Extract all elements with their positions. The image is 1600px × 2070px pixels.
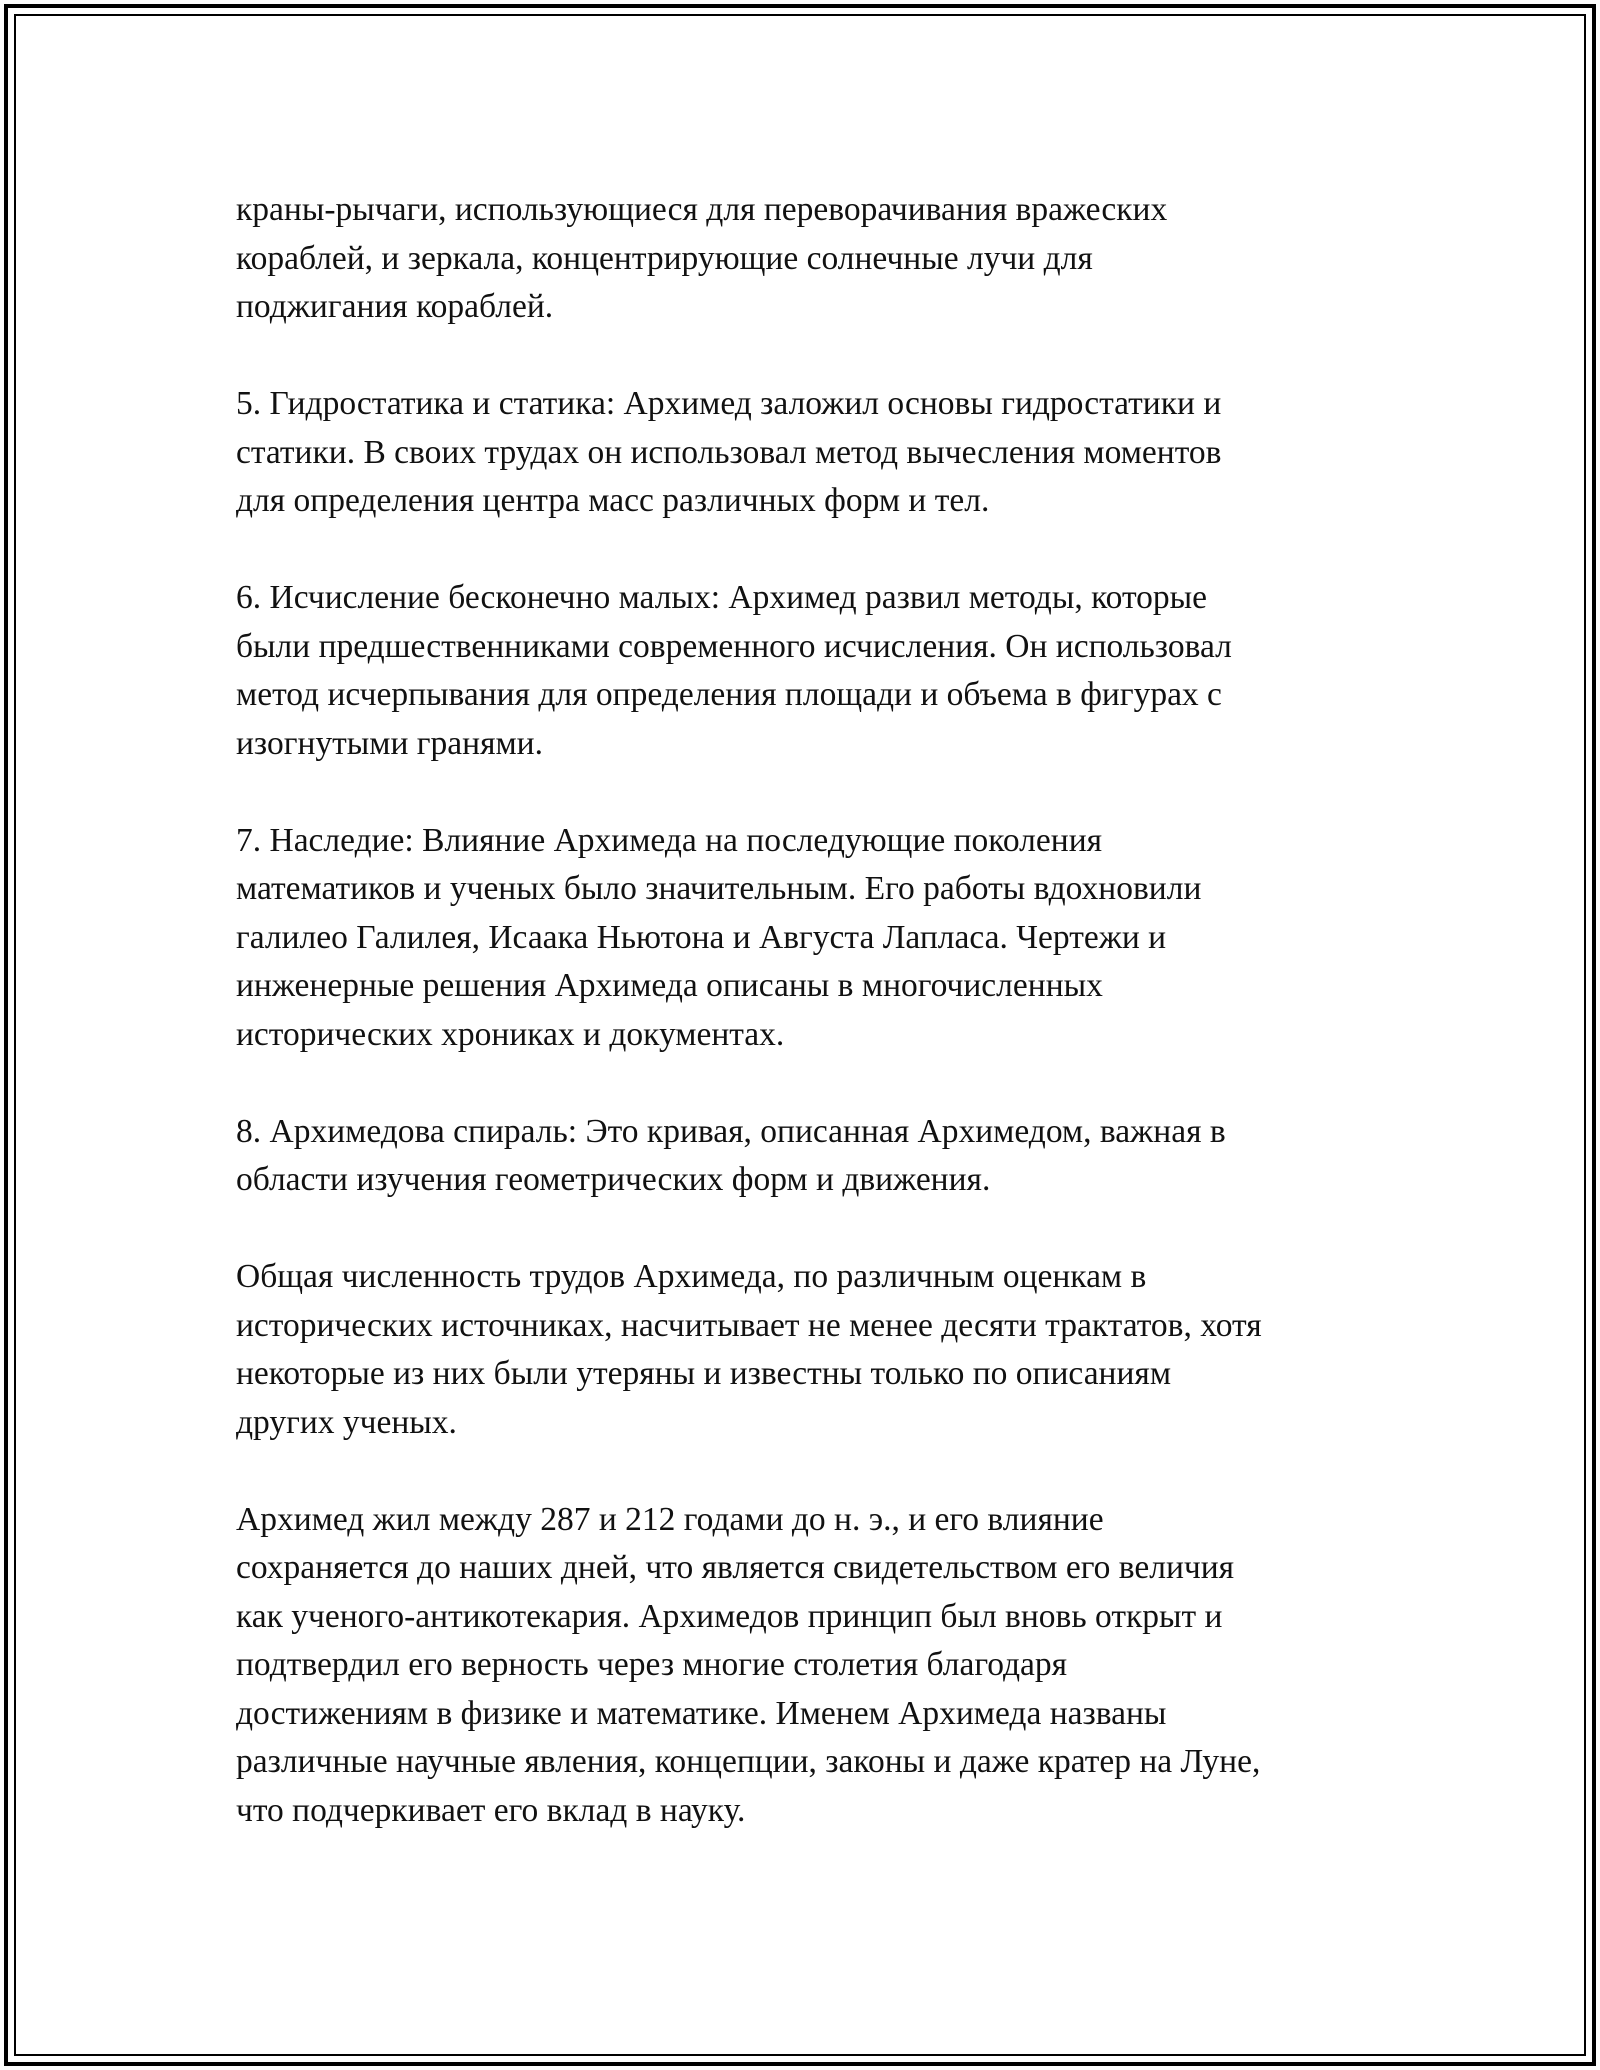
paragraph-conclusion (236, 1496, 1386, 1836)
text-line: 8. Архимедова спираль: Это кривая, описанная Архимедом, важная в (236, 1112, 1226, 1150)
text-line: различные научные явления, концепции, законы и даже кратер на Луне, (236, 1743, 1261, 1780)
text-line: Архимед жил между 287 и 212 годами до н. э., и его влияние (236, 1500, 1104, 1538)
text-line: поджигания кораблей. (236, 288, 554, 325)
paragraph-weapons-continued (236, 186, 1386, 332)
text-line: исторических хрониках и документах. (236, 1015, 785, 1053)
text-line: исторических источниках, насчитывает не менее десяти трактатов, хотя (236, 1306, 1262, 1344)
text-line: математиков и ученых было значительным. Его работы вдохновили (236, 870, 1202, 907)
text-line: как ученого-антикотекария. Архимедов принцип был вновь открыт и (236, 1597, 1223, 1635)
document-body (236, 186, 1386, 1835)
text-line: сохраняется до наших дней, что является свидетельством его величия (236, 1549, 1235, 1586)
text-line: некоторые из них были утеряны и известны только по описаниям (236, 1355, 1172, 1392)
text-line: краны-рычаги, использующиеся для переворачивания вражеских (236, 191, 1168, 228)
text-line: 7. Наследие: Влияние Архимеда на последующие поколения (236, 821, 1103, 859)
text-line: для определения центра масс различных форм и тел. (236, 482, 990, 519)
text-line: Общая численность трудов Архимеда, по различным оценкам в (236, 1258, 1147, 1295)
paragraph-works-count (236, 1253, 1386, 1447)
paragraph-spiral (236, 1108, 1386, 1205)
text-line: статики. В своих трудах он использовал метод вычесления моментов (236, 433, 1222, 471)
text-line: изогнутыми гранями. (236, 724, 543, 762)
text-line: других ученых. (236, 1403, 457, 1441)
text-line: инженерные решения Архимеда описаны в многочисленных (236, 967, 1103, 1004)
paragraph-legacy (236, 817, 1386, 1060)
text-line: достижениям в физике и математике. Именем Архимеда названы (236, 1694, 1167, 1732)
text-line: метод исчерпывания для определения площади и объема в фигурах с (236, 676, 1222, 713)
paragraph-infinitesimals (236, 574, 1386, 768)
paragraph-hydrostatics (236, 380, 1386, 526)
text-line: кораблей, и зеркала, концентрирующие солнечные лучи для (236, 239, 1093, 277)
text-line: галилео Галилея, Исаака Ньютона и Августа Лапласа. Чертежи и (236, 918, 1167, 956)
text-line: были предшественниками современного исчисления. Он использовал (236, 627, 1232, 665)
text-line: что подчеркивает его вклад в науку. (236, 1791, 746, 1829)
text-line: 5. Гидростатика и статика: Архимед заложил основы гидростатики и (236, 385, 1222, 422)
text-line: подтвердил его верность через многие столетия благодаря (236, 1646, 1068, 1683)
text-line: области изучения геометрических форм и движения. (236, 1161, 991, 1198)
text-line: 6. Исчисление бесконечно малых: Архимед развил методы, которые (236, 579, 1208, 616)
